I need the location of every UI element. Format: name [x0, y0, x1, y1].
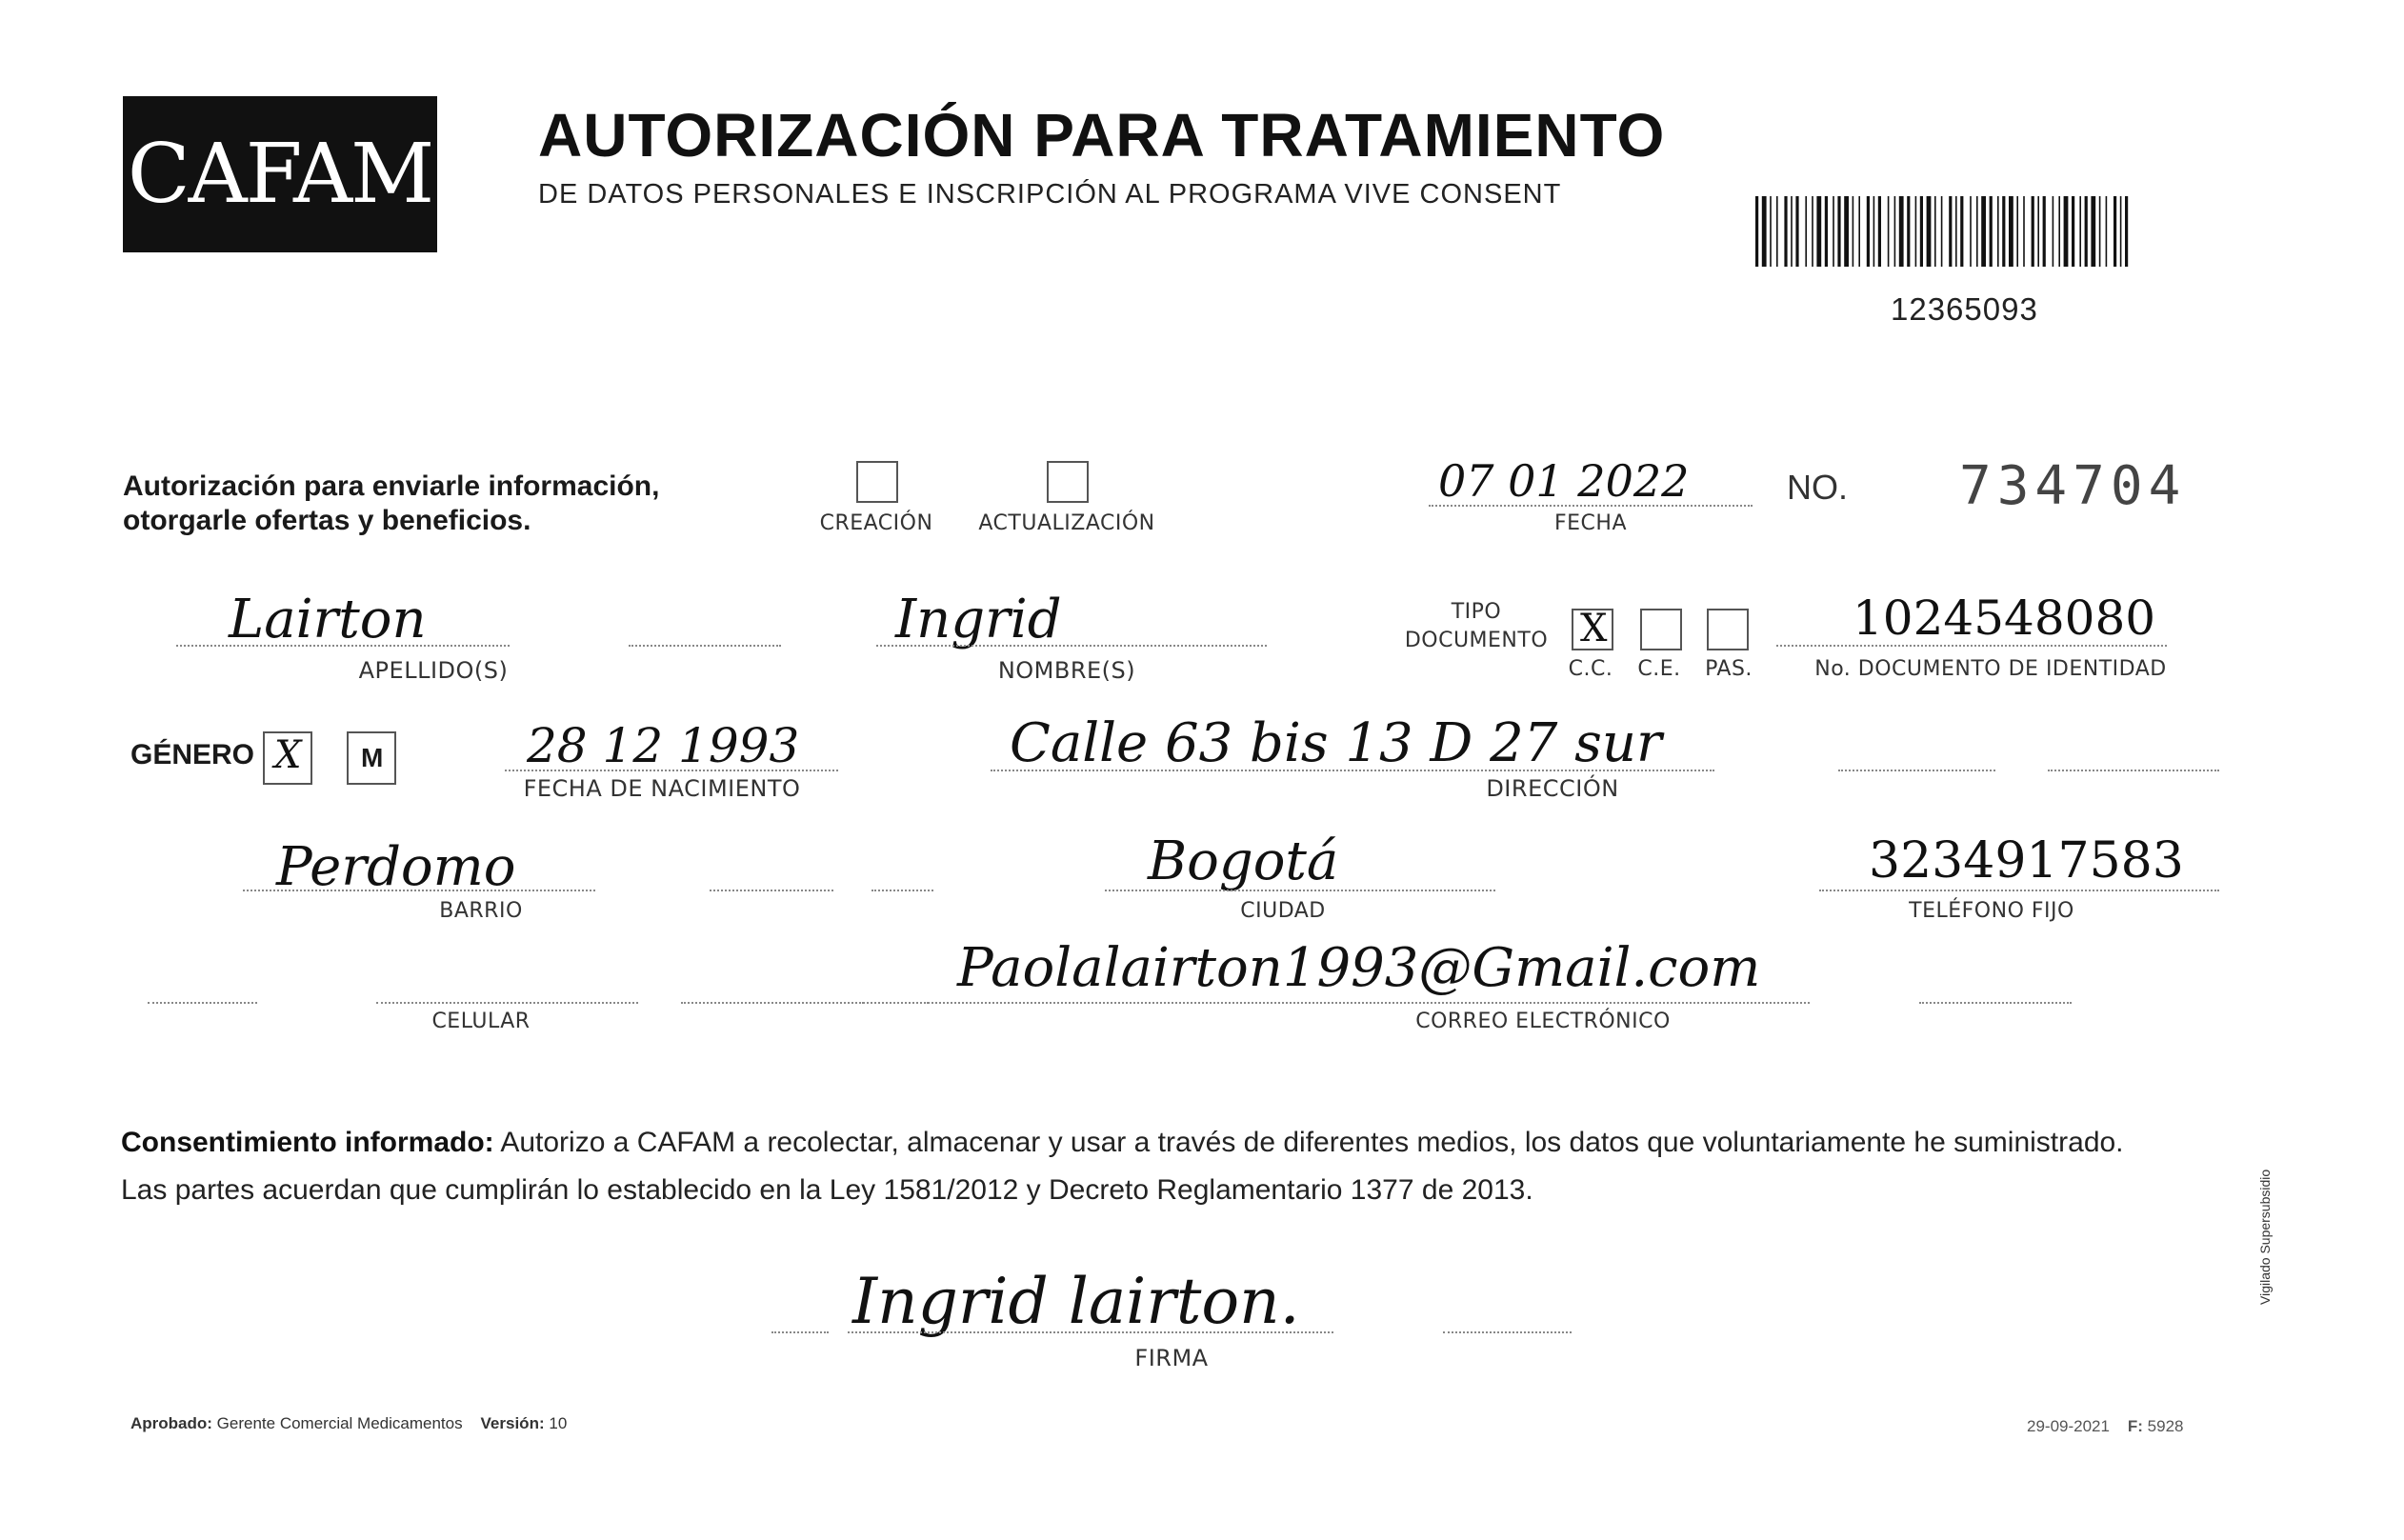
barcode-bar	[2053, 196, 2054, 267]
form-number: 734704	[1959, 455, 2187, 517]
no-label: NO.	[1787, 468, 1849, 507]
logo-text: CAFAM	[127, 127, 433, 222]
correo-label: CORREO ELECTRÓNICO	[1415, 1010, 1671, 1033]
barcode-number: 12365093	[1891, 291, 2038, 327]
apellido-label: APELLIDO(S)	[358, 657, 509, 684]
barcode-bar	[1997, 196, 1999, 267]
cc-check-mark: X	[1580, 607, 1608, 650]
barcode-bar	[2064, 196, 2069, 267]
barcode-bar	[1941, 196, 1943, 267]
form-subtitle: DE DATOS PERSONALES E INSCRIPCIÓN AL PROGRAMA VIVE CONSENT	[538, 179, 1562, 210]
barcode-bar	[1858, 196, 1860, 267]
version-label: Versión:	[480, 1414, 545, 1432]
barcode-bar	[2099, 196, 2101, 267]
genero-check-mark: X	[274, 733, 302, 777]
barcode-bar	[1853, 196, 1854, 267]
direccion-label: DIRECCIÓN	[1486, 775, 1619, 802]
creacion-checkbox[interactable]	[856, 461, 898, 503]
barcode-bar	[1812, 196, 1813, 267]
fecha-label: FECHA	[1553, 511, 1627, 535]
barcode-bar	[1791, 196, 1793, 267]
actualizacion-label: ACTUALIZACIÓN	[978, 511, 1155, 535]
telefono-value[interactable]: 3234917583	[1869, 832, 2184, 890]
barcode-bar	[2120, 196, 2122, 267]
fecha-value[interactable]: 07 01 2022	[1438, 455, 1690, 507]
nombre-label: NOMBRE(S)	[997, 657, 1136, 684]
telefono-label: TELÉFONO FIJO	[1909, 899, 2074, 923]
documento-value[interactable]: 1024548080	[1853, 590, 2156, 646]
consent-paragraph	[121, 1119, 2235, 1214]
actualizacion-checkbox[interactable]	[1047, 461, 1089, 503]
barcode-bar	[1934, 196, 1936, 267]
barcode-bar	[2106, 196, 2108, 267]
cc-checkbox[interactable]	[1572, 609, 1613, 650]
barcode-bar	[1873, 196, 1875, 267]
barcode-bar	[2085, 196, 2088, 267]
barrio-label: BARRIO	[439, 899, 523, 923]
footer-date: 29-09-2021	[2027, 1417, 2110, 1435]
barcode-bar	[1915, 196, 1917, 267]
genero-label: GÉNERO	[130, 739, 255, 770]
ce-label: C.E.	[1637, 657, 1681, 681]
aprobado-label: Aprobado:	[130, 1414, 212, 1432]
documento-label: No. DOCUMENTO DE IDENTIDAD	[1814, 657, 2167, 681]
barcode-bar	[2016, 196, 2018, 267]
barcode-bar	[1755, 196, 1758, 267]
barcode-bar	[1949, 196, 1952, 267]
barcode-bar	[2002, 196, 2005, 267]
barcode-bar	[2072, 196, 2074, 267]
footer-approval	[130, 1414, 567, 1433]
consent-lead: Consentimiento informado:	[121, 1127, 494, 1158]
barcode-bar	[1960, 196, 1963, 267]
side-brand-text: Vigilado Supersubsidio	[2257, 1169, 2273, 1305]
footer-f-label: F:	[2127, 1417, 2143, 1435]
genero-m-label: M	[361, 743, 384, 772]
barcode-bar	[1776, 196, 1778, 267]
barcode-bar	[1833, 196, 1834, 267]
barcode-bar	[1927, 196, 1932, 267]
barcode-bar	[1894, 196, 1896, 267]
barcode-bar	[1837, 196, 1840, 267]
barcode-bar	[2043, 196, 2046, 267]
barcode-bar	[1816, 196, 1821, 267]
tipo-documento-label-2: DOCUMENTO	[1404, 629, 1549, 652]
signature-value[interactable]: Ingrid lairton.	[852, 1265, 1300, 1338]
barcode-bar	[1955, 196, 1957, 267]
barcode-bar	[2023, 196, 2025, 267]
barcode-bar	[1825, 196, 1828, 267]
barcode-bar	[1899, 196, 1904, 267]
footer-f-value: 5928	[2147, 1417, 2184, 1435]
cc-label: C.C.	[1568, 657, 1613, 681]
barcode-bar	[1784, 196, 1787, 267]
barcode-bar	[1878, 196, 1881, 267]
direccion-value[interactable]: Calle 63 bis 13 D 27 sur	[1010, 712, 1662, 774]
genero-m-checkbox[interactable]	[347, 731, 396, 785]
barcode-bar	[2125, 196, 2128, 267]
barcode-bar	[2009, 196, 2013, 267]
barcode-bar	[1990, 196, 1993, 267]
barcode-bar	[1920, 196, 1923, 267]
barcode-bar	[1970, 196, 1972, 267]
aprobado-value: Gerente Comercial Medicamentos	[216, 1414, 463, 1432]
barcode-bar	[1888, 196, 1890, 267]
barcode	[1755, 196, 2136, 267]
barcode-bar	[1981, 196, 1986, 267]
ce-checkbox[interactable]	[1640, 609, 1682, 650]
form-title: AUTORIZACIÓN PARA TRATAMIENTO	[538, 101, 1666, 170]
pas-label: PAS.	[1705, 657, 1753, 681]
creacion-label: CREACIÓN	[819, 511, 933, 535]
fecha-nacimiento-label: FECHA DE NACIMIENTO	[523, 775, 801, 802]
consent-text-1: Autorizo a CAFAM a recolectar, almacenar y usar a través de diferentes medios, los datos que voluntariamente he suministrado.	[493, 1127, 2124, 1158]
authorization-text-line2: otorgarle ofertas y beneficios.	[123, 505, 531, 536]
pas-checkbox[interactable]	[1707, 609, 1749, 650]
tipo-documento-label-1: TIPO	[1451, 600, 1502, 624]
barcode-bar	[2032, 196, 2034, 267]
barcode-bar	[1770, 196, 1772, 267]
barcode-bar	[1762, 196, 1767, 267]
barcode-bar	[1844, 196, 1849, 267]
barcode-bar	[2037, 196, 2039, 267]
genero-f-checkbox[interactable]	[263, 731, 312, 785]
nombre-value[interactable]: Ingrid	[895, 589, 1062, 650]
barcode-bar	[2079, 196, 2081, 267]
barcode-bar	[1795, 196, 1798, 267]
barcode-bar	[1867, 196, 1870, 267]
ciudad-value[interactable]: Bogotá	[1148, 830, 1339, 892]
barcode-bar	[2114, 196, 2116, 267]
fecha-nacimiento-value[interactable]: 28 12 1993	[527, 718, 800, 773]
barcode-bar	[1805, 196, 1807, 267]
ciudad-label: CIUDAD	[1240, 899, 1326, 923]
firma-label: FIRMA	[1134, 1345, 1209, 1371]
footer-code	[2027, 1417, 2183, 1436]
version-value: 10	[549, 1414, 568, 1432]
barcode-bar	[2058, 196, 2060, 267]
consent-text-2: Las partes acuerdan que cumplirán lo establecido en la Ley 1581/2012 y Decreto Reglamentario 1377 de 2013.	[121, 1174, 1533, 1206]
authorization-text-line1: Autorización para enviarle información,	[123, 470, 660, 502]
barcode-bar	[1976, 196, 1978, 267]
barcode-bar	[2091, 196, 2095, 267]
barrio-value[interactable]: Perdomo	[276, 836, 516, 898]
apellido-value[interactable]: Lairton	[229, 589, 427, 650]
cafam-logo	[123, 96, 437, 252]
correo-value[interactable]: Paolalairton1993@Gmail.com	[957, 937, 1761, 999]
celular-label: CELULAR	[431, 1010, 531, 1033]
barcode-bar	[1907, 196, 1910, 267]
